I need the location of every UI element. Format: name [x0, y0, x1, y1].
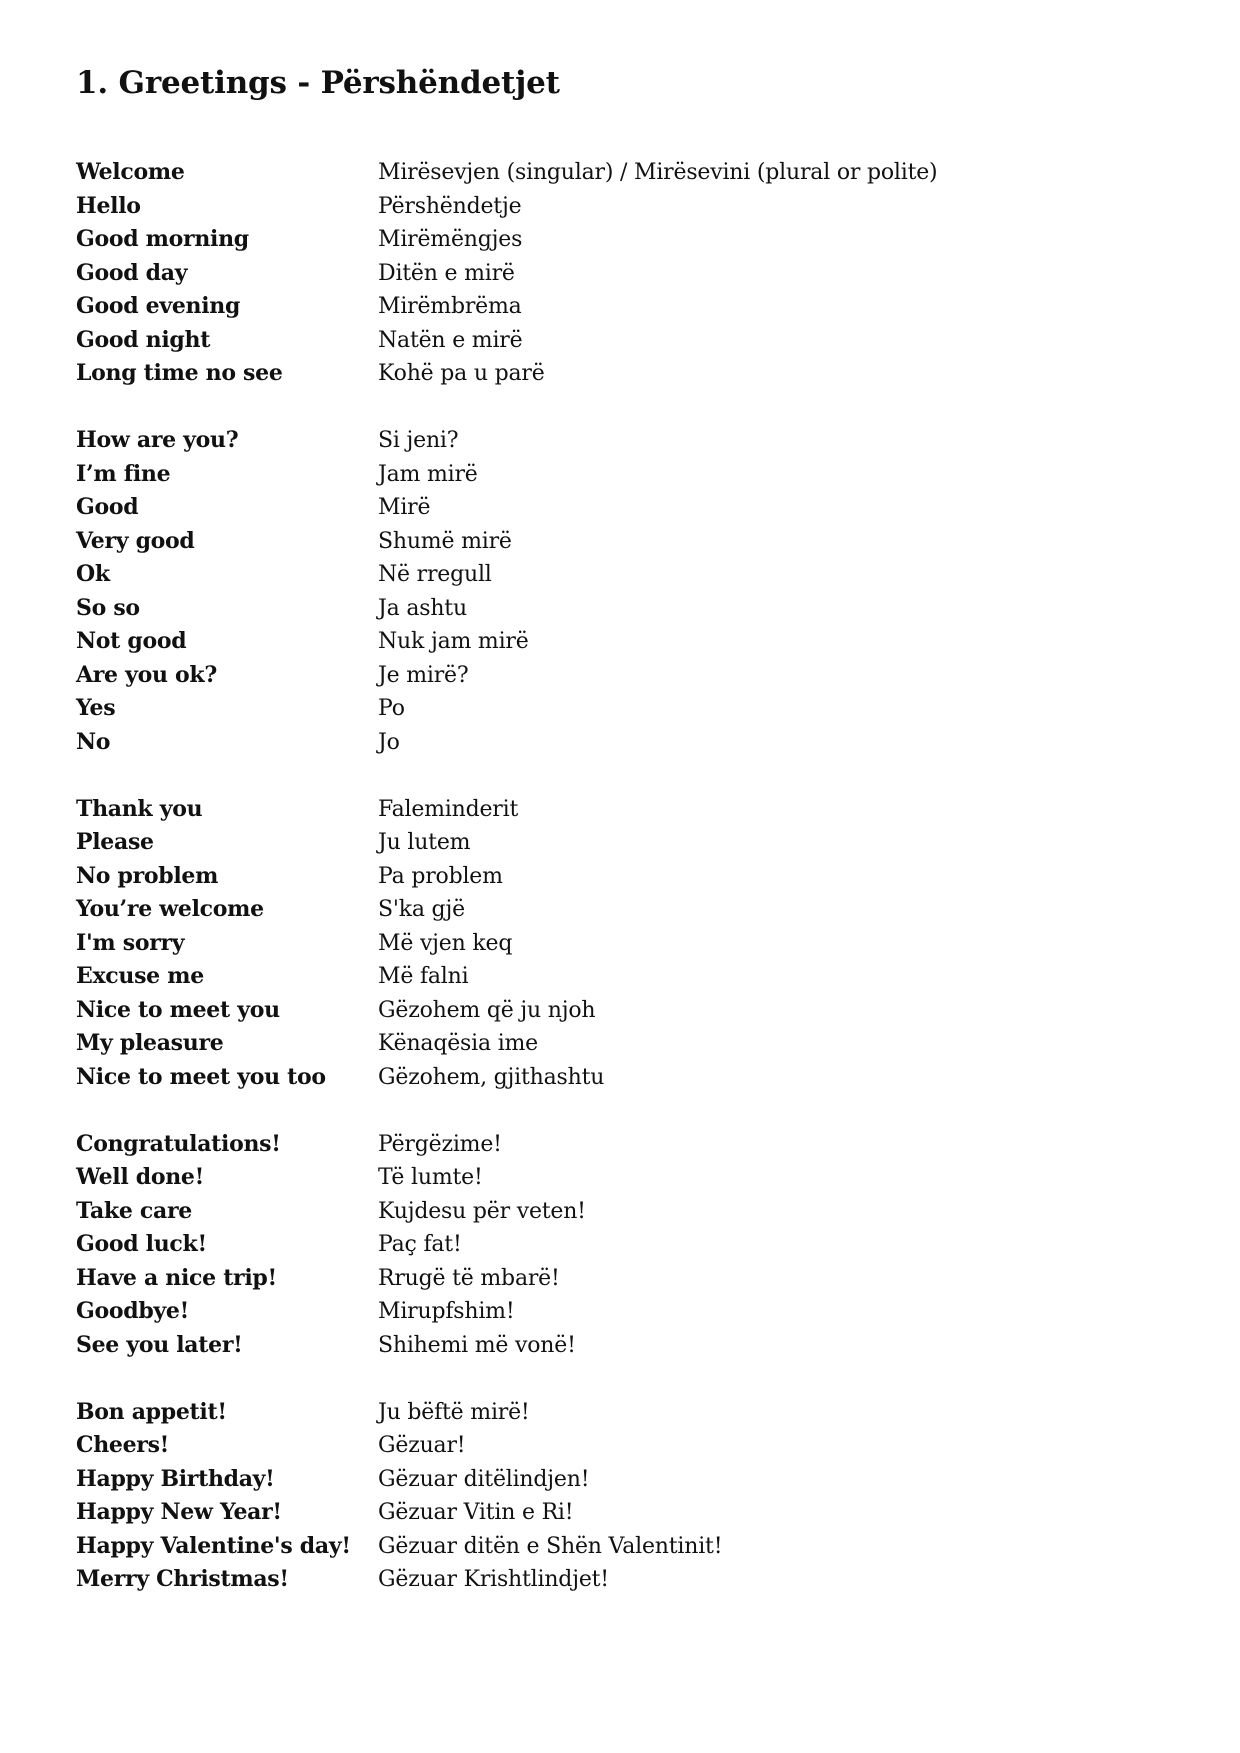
- english-phrase: Very good: [76, 527, 195, 554]
- english-phrase: Yes: [76, 695, 116, 721]
- english-phrase: Thank you: [76, 795, 203, 822]
- albanian-translation: Gëzuar ditëlindjen!: [378, 1466, 590, 1492]
- albanian-translation: Ja ashtu: [378, 595, 467, 621]
- english-phrase: See you later!: [76, 1331, 243, 1358]
- english-phrase: Happy New Year!: [76, 1499, 282, 1525]
- albanian-translation: Gëzuar!: [378, 1433, 466, 1458]
- phrase-row: [76, 860, 1176, 894]
- english-phrase: So so: [76, 594, 140, 621]
- albanian-translation: Gëzohem, gjithashtu: [378, 1064, 605, 1090]
- phrase-row: [76, 558, 1176, 592]
- phrase-row: [76, 1027, 1176, 1061]
- albanian-translation: Mirësevjen (singular) / Mirësevini (plural or polite): [378, 160, 938, 185]
- albanian-translation: Mirëmbrëma: [378, 294, 522, 319]
- albanian-translation: Kënaqësia ime: [378, 1031, 539, 1056]
- english-phrase: No problem: [76, 862, 219, 889]
- page: [76, 62, 1176, 1630]
- phrase-row: [76, 592, 1176, 626]
- phrase-row: [76, 625, 1176, 659]
- phrase-row: [76, 1161, 1176, 1195]
- phrase-row: [76, 223, 1176, 257]
- phrase-row: [76, 1496, 1176, 1530]
- phrase-row: [76, 1563, 1176, 1597]
- phrase-row: [76, 1396, 1176, 1430]
- albanian-translation: Nuk jam mirë: [378, 629, 529, 654]
- albanian-translation: Shihemi më vonë!: [378, 1332, 576, 1358]
- phrase-row: [76, 290, 1176, 324]
- phrase-row: [76, 1329, 1176, 1363]
- english-phrase: Welcome: [76, 159, 185, 185]
- phrase-row: [76, 826, 1176, 860]
- albanian-translation: Po: [378, 696, 405, 721]
- english-phrase: I’m fine: [76, 460, 171, 487]
- english-phrase: No: [76, 728, 111, 755]
- albanian-translation: Ju bëftë mirë!: [378, 1399, 530, 1425]
- albanian-translation: Më vjen keq: [378, 930, 513, 956]
- albanian-translation: Si jeni?: [378, 428, 459, 453]
- english-phrase: Nice to meet you: [76, 996, 280, 1023]
- albanian-translation: Faleminderit: [378, 796, 519, 822]
- albanian-translation: Gëzuar Vitin e Ri!: [378, 1500, 574, 1525]
- english-phrase: How are you?: [76, 427, 239, 453]
- phrase-row: [76, 960, 1176, 994]
- phrase-group: [76, 793, 1176, 1095]
- phrase-group: [76, 1396, 1176, 1597]
- albanian-translation: Përshëndetje: [378, 193, 522, 219]
- english-phrase: Are you ok?: [76, 661, 217, 688]
- english-phrase: Good night: [76, 326, 211, 353]
- english-phrase: Nice to meet you too: [76, 1063, 326, 1090]
- phrase-row: [76, 1262, 1176, 1296]
- phrase-row: [76, 1530, 1176, 1564]
- english-phrase: Happy Birthday!: [76, 1465, 275, 1492]
- albanian-translation: Kujdesu për veten!: [378, 1198, 586, 1224]
- albanian-translation: Përgëzime!: [378, 1131, 502, 1157]
- phrase-row: [76, 659, 1176, 693]
- phrase-row: [76, 190, 1176, 224]
- english-phrase: Happy Valentine's day!: [76, 1532, 351, 1559]
- albanian-translation: Natën e mirë: [378, 327, 523, 353]
- english-phrase: Ok: [76, 561, 110, 587]
- english-phrase: Goodbye!: [76, 1298, 189, 1324]
- page-title: 1. Greetings - Përshëndetjet: [76, 65, 560, 101]
- phrase-row: [76, 692, 1176, 726]
- albanian-translation: Të lumte!: [378, 1165, 483, 1190]
- phrase-row: [76, 1228, 1176, 1262]
- phrase-group: [76, 1128, 1176, 1363]
- english-phrase: Have a nice trip!: [76, 1264, 277, 1291]
- phrase-row: [76, 424, 1176, 458]
- albanian-translation: Në rregull: [378, 562, 492, 587]
- phrase-row: [76, 793, 1176, 827]
- english-phrase: My pleasure: [76, 1030, 224, 1056]
- english-phrase: Good: [76, 494, 139, 520]
- english-phrase: Long time no see: [76, 360, 283, 386]
- phrase-row: [76, 893, 1176, 927]
- phrase-row: [76, 458, 1176, 492]
- albanian-translation: Shumë mirë: [378, 528, 512, 554]
- english-phrase: Merry Christmas!: [76, 1566, 289, 1592]
- albanian-translation: Më falni: [378, 964, 469, 989]
- english-phrase: Bon appetit!: [76, 1398, 227, 1425]
- phrase-row: [76, 257, 1176, 291]
- phrase-row: [76, 357, 1176, 391]
- phrase-row: [76, 1429, 1176, 1463]
- albanian-translation: Gëzuar Krishtlindjet!: [378, 1567, 609, 1592]
- phrase-group: [76, 156, 1176, 391]
- phrase-row: [76, 1295, 1176, 1329]
- english-phrase: I'm sorry: [76, 929, 185, 956]
- english-phrase: Good morning: [76, 226, 249, 252]
- phrase-row: [76, 1195, 1176, 1229]
- albanian-translation: Paç fat!: [378, 1232, 462, 1257]
- albanian-translation: S'ka gjë: [378, 897, 465, 922]
- phrase-row: [76, 927, 1176, 961]
- albanian-translation: Pa problem: [378, 863, 503, 889]
- english-phrase: Take care: [76, 1197, 192, 1224]
- phrase-row: [76, 525, 1176, 559]
- english-phrase: You’re welcome: [76, 896, 264, 922]
- english-phrase: Good luck!: [76, 1231, 207, 1257]
- phrase-row: [76, 726, 1176, 760]
- albanian-translation: Jam mirë: [378, 461, 478, 487]
- phrase-row: [76, 324, 1176, 358]
- albanian-translation: Ju lutem: [378, 830, 471, 855]
- albanian-translation: Ditën e mirë: [378, 260, 515, 286]
- albanian-translation: Mirupfshim!: [378, 1299, 515, 1324]
- albanian-translation: Gëzohem që ju njoh: [378, 997, 596, 1023]
- phrase-row: [76, 994, 1176, 1028]
- english-phrase: Please: [76, 829, 154, 855]
- phrase-row: [76, 1463, 1176, 1497]
- english-phrase: Good evening: [76, 293, 241, 319]
- phrase-row: [76, 1128, 1176, 1162]
- phrase-row: [76, 1061, 1176, 1095]
- english-phrase: Well done!: [76, 1164, 204, 1190]
- english-phrase: Not good: [76, 628, 187, 654]
- english-phrase: Good day: [76, 259, 188, 286]
- english-phrase: Cheers!: [76, 1432, 170, 1458]
- albanian-translation: Mirë: [378, 495, 431, 520]
- english-phrase: Congratulations!: [76, 1130, 281, 1157]
- english-phrase: Hello: [76, 192, 141, 219]
- albanian-translation: Rrugë të mbarë!: [378, 1265, 560, 1291]
- english-phrase: Excuse me: [76, 963, 204, 989]
- albanian-translation: Gëzuar ditën e Shën Valentinit!: [378, 1533, 723, 1559]
- phrase-group: [76, 424, 1176, 759]
- albanian-translation: Jo: [378, 729, 400, 755]
- albanian-translation: Je mirë?: [378, 662, 469, 688]
- albanian-translation: Mirëmëngjes: [378, 227, 523, 252]
- phrase-list: [76, 156, 1176, 1597]
- phrase-row: [76, 156, 1176, 190]
- albanian-translation: Kohë pa u parë: [378, 361, 545, 386]
- phrase-row: [76, 491, 1176, 525]
